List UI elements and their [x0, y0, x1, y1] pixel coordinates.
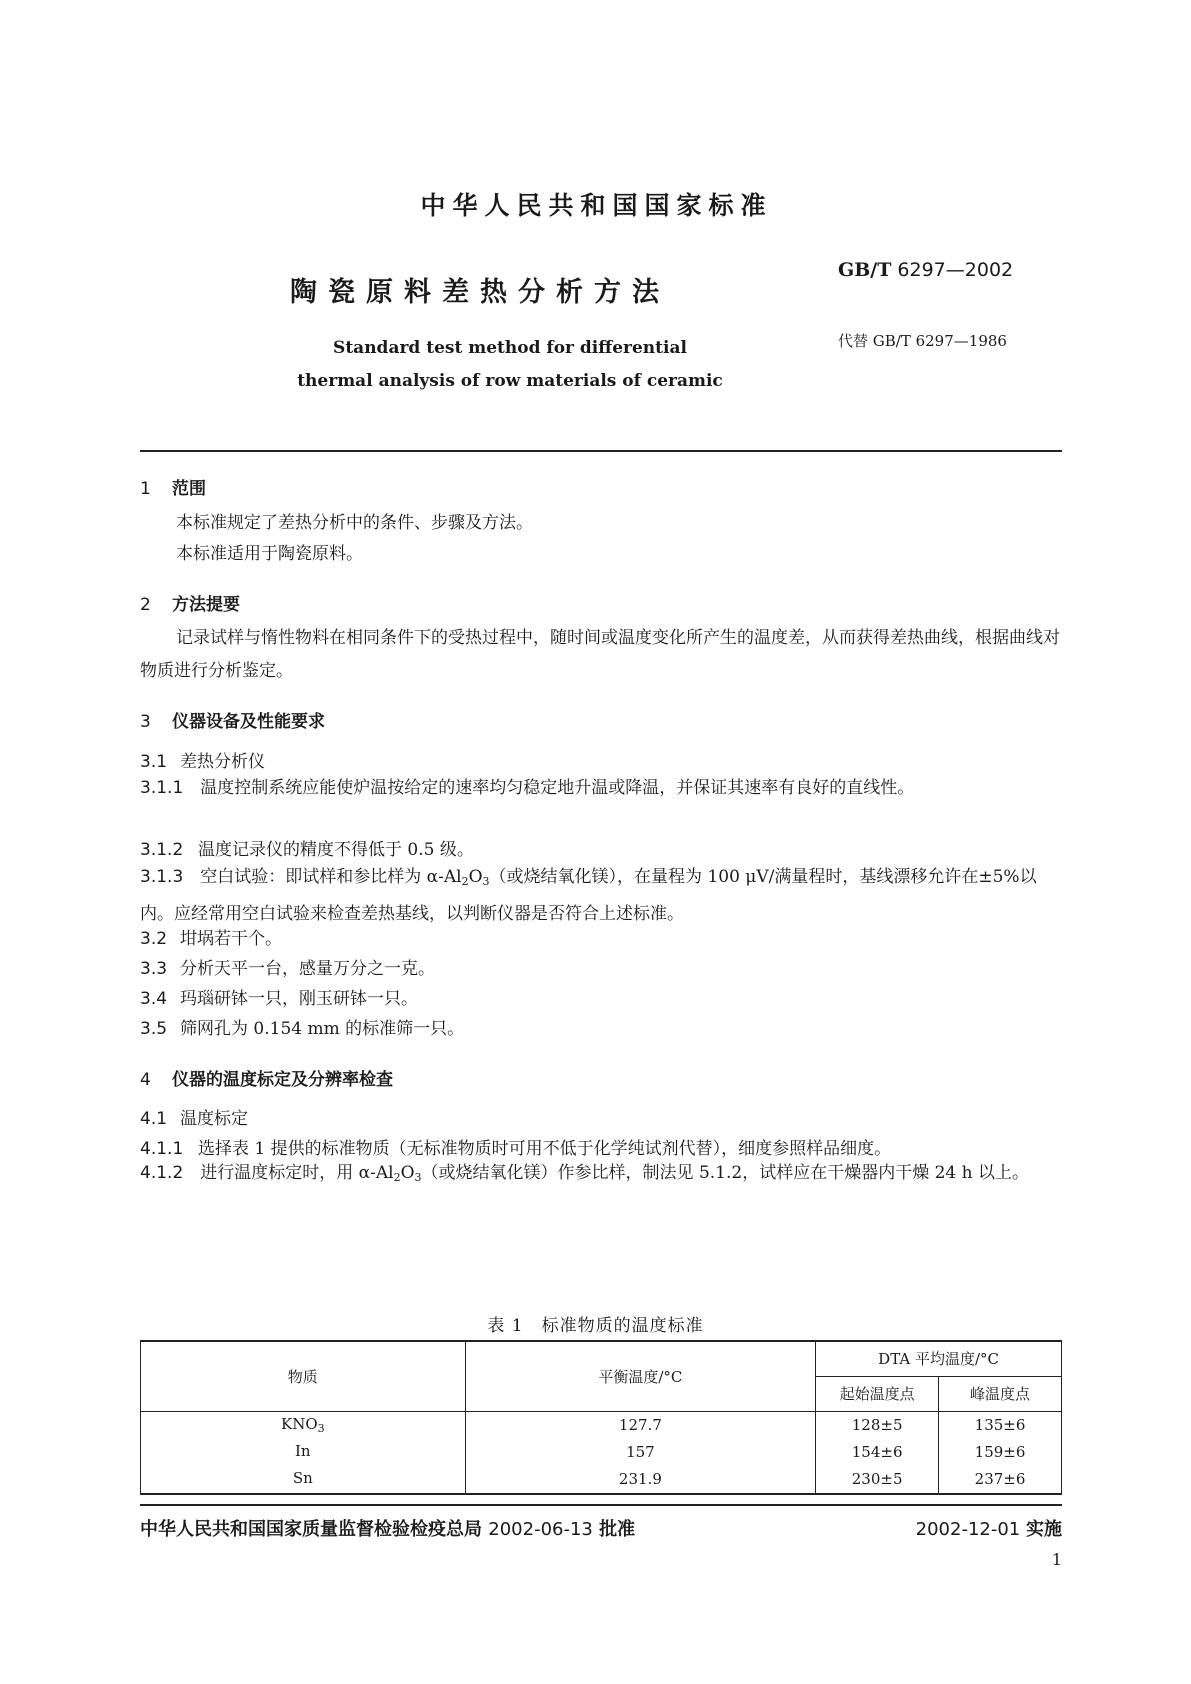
section-1-heading	[140, 474, 206, 499]
header-substance: 物质	[141, 1341, 466, 1411]
section-2-paragraph: 记录试样与惰性物料在相同条件下的受热过程中，随时间或温度变化所产生的温度差，从而获得差热曲线，根据曲线对物质进行分析鉴定。	[140, 628, 1060, 681]
clause-3-1-2	[140, 835, 474, 860]
cell-onset: 154±6	[816, 1439, 939, 1466]
implementation-line	[916, 1515, 1062, 1541]
footer-divider	[140, 1504, 1062, 1506]
section-title: 方法提要	[172, 595, 240, 615]
approval-line	[140, 1515, 635, 1541]
section-3-heading	[140, 707, 325, 732]
subscript: 3	[414, 1171, 422, 1184]
approval-word: 批准	[599, 1519, 636, 1540]
clause-number: 3.1.3	[140, 867, 184, 887]
clause-text-b: O	[468, 867, 483, 887]
page-number: 1	[1051, 1550, 1062, 1569]
section-1-paragraph-2: 本标准适用于陶瓷原料。	[176, 544, 363, 564]
clause-text-c: （或烧结氧化镁）作参比样，制法见 5.1.2，试样应在干燥器内干燥 24 h 以上。	[421, 1163, 1029, 1183]
section-number: 1	[140, 479, 151, 499]
table-row	[141, 1466, 1062, 1494]
section-title: 仪器设备及性能要求	[172, 712, 325, 732]
cell-onset: 230±5	[816, 1466, 939, 1494]
section-number: 4	[140, 1070, 151, 1090]
clause-number: 4.1	[140, 1109, 168, 1129]
clause-number: 3.5	[140, 1019, 168, 1039]
cell-peak: 135±6	[939, 1411, 1062, 1439]
cell-equilibrium: 157	[465, 1439, 816, 1466]
document-title-en-line2: thermal analysis of row materials of ceramic	[297, 371, 723, 391]
cell-peak: 237±6	[939, 1466, 1062, 1494]
cell-equilibrium: 127.7	[465, 1411, 816, 1439]
header-divider	[140, 450, 1062, 452]
implementation-date: 2002-12-01	[915, 1519, 1021, 1540]
section-title: 仪器的温度标定及分辨率检查	[172, 1070, 393, 1090]
clause-text-a: 进行温度标定时，用 α-Al	[200, 1163, 394, 1183]
standard-code: 6297—2002	[897, 259, 1014, 281]
clause-text: 筛网孔为 0.154 mm 的标准筛一只。	[180, 1019, 465, 1039]
clause-text-b: O	[400, 1163, 415, 1183]
section-number: 2	[140, 595, 151, 615]
document-title-en-line1: Standard test method for differential	[333, 338, 687, 358]
replaces-standard: 代替 GB/T 6297—1986	[838, 332, 1007, 350]
clause-number: 3.2	[140, 929, 168, 949]
clause-3-2	[140, 924, 282, 949]
clause-text: 温度记录仪的精度不得低于 0.5 级。	[198, 840, 474, 860]
clause-text: 温度标定	[180, 1109, 248, 1129]
clause-number: 4.1.1	[140, 1139, 184, 1159]
header-dta-average-temp: DTA 平均温度/°C	[816, 1341, 1062, 1376]
clause-number: 3.3	[140, 959, 168, 979]
clause-number: 3.4	[140, 989, 168, 1009]
section-4-heading	[140, 1065, 393, 1090]
approval-date: 2002-06-13	[488, 1519, 593, 1540]
standard-number	[838, 259, 1013, 281]
cell-substance: In	[141, 1439, 466, 1466]
clause-text-a: 空白试验：即试样和参比样为 α-Al	[200, 867, 462, 887]
standard-prefix: GB/T	[838, 259, 892, 281]
clause-text: 差热分析仪	[180, 752, 265, 772]
implementation-word: 实施	[1026, 1519, 1062, 1540]
cell-onset: 128±5	[816, 1411, 939, 1439]
clause-number: 3.1.1	[140, 778, 184, 798]
header-peak-point: 峰温度点	[939, 1376, 1062, 1411]
clause-text: 玛瑙研钵一只，刚玉研钵一只。	[180, 989, 418, 1009]
clause-number: 3.1	[140, 752, 168, 772]
clause-number: 4.1.2	[140, 1163, 184, 1183]
clause-3-5	[140, 1014, 464, 1039]
clause-3-1-3	[140, 861, 1062, 931]
standard-substance-table	[140, 1340, 1062, 1495]
clause-text: 坩埚若干个。	[180, 929, 282, 949]
clause-4-1	[140, 1104, 248, 1129]
clause-text: 选择表 1 提供的标准物质（无标准物质时可用不低于化学纯试剂代替），细度参照样品细度。	[198, 1139, 892, 1159]
clause-3-4	[140, 984, 418, 1009]
cell-substance: Sn	[141, 1466, 466, 1494]
section-1-paragraph-1: 本标准规定了差热分析中的条件、步骤及方法。	[176, 513, 533, 533]
section-number: 3	[140, 712, 151, 732]
clause-3-1	[140, 747, 265, 772]
clause-3-1-1	[140, 772, 1062, 805]
table-row	[141, 1411, 1062, 1439]
subscript: 2	[461, 875, 469, 888]
header-equilibrium-temp: 平衡温度/°C	[465, 1341, 816, 1411]
national-standard-heading: 中华人民共和国国家标准	[420, 191, 773, 220]
clause-4-1-2	[140, 1157, 1062, 1194]
cell-substance: $KNO_3$	[141, 1411, 466, 1439]
clause-text-c: （或烧结氧化镁），在量程为 100 μV/满量程时，基线漂移允许在±5%以内。应经常用空白试验来检查差热基线，以判断仪器是否符合上述标准。	[140, 867, 1037, 924]
subscript: 2	[393, 1171, 401, 1184]
cell-peak: 159±6	[939, 1439, 1062, 1466]
table-row	[141, 1439, 1062, 1466]
clause-text: 分析天平一台，感量万分之一克。	[180, 959, 435, 979]
clause-4-1-1	[140, 1134, 891, 1159]
cell-equilibrium: 231.9	[465, 1466, 816, 1494]
section-title: 范围	[172, 479, 206, 499]
section-2-heading	[140, 590, 240, 615]
document-title-cn: 陶瓷原料差热分析方法	[290, 277, 670, 308]
clause-number: 3.1.2	[140, 840, 184, 860]
clause-text: 温度控制系统应能使炉温按给定的速率均匀稳定地升温或降温，并保证其速率有良好的直线性。	[200, 778, 915, 798]
subscript: 3	[482, 875, 490, 888]
table-caption: 表 1 标准物质的温度标准	[487, 1316, 704, 1336]
approver: 中华人民共和国国家质量监督检验检疫总局	[140, 1519, 482, 1540]
header-onset-point: 起始温度点	[816, 1376, 939, 1411]
clause-3-3	[140, 954, 435, 979]
